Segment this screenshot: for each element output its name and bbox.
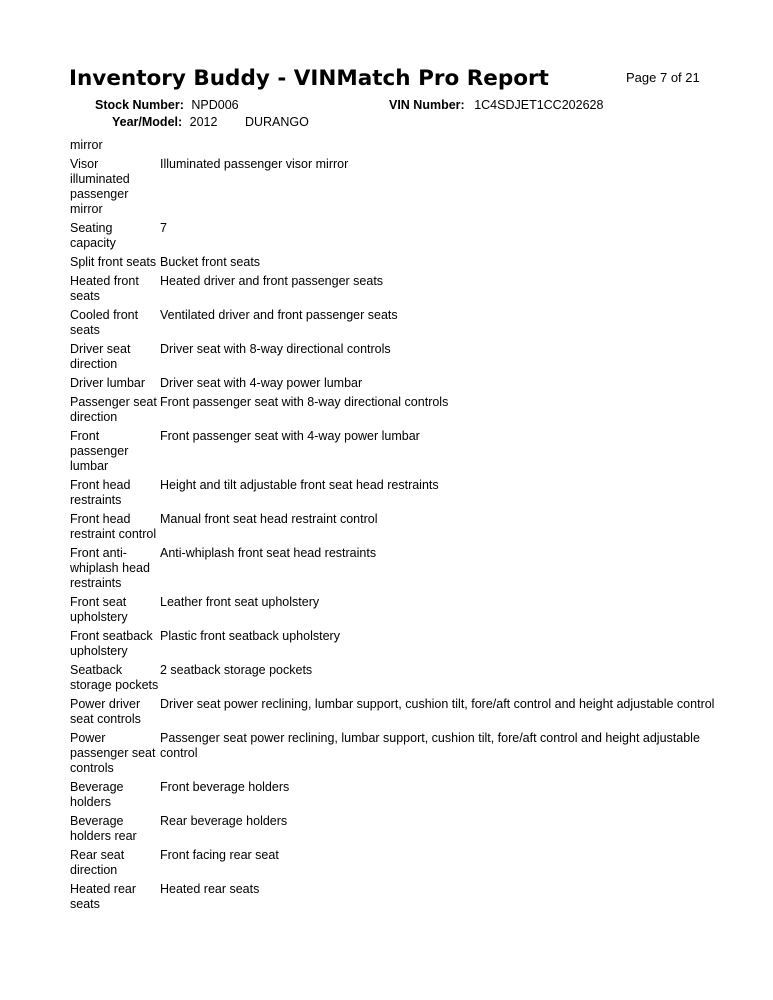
feature-name: Front head restraints [70,478,131,507]
list-item [70,629,720,659]
feature-value: Passenger seat power reclining, lumbar support, cushion tilt, fore/aft control and height adjustable control [160,731,700,760]
feature-value: 7 [160,221,167,235]
feature-value: Driver seat with 4-way power lumbar [160,376,363,390]
feature-value: Front facing rear seat [160,848,279,862]
feature-name: Heated front seats [70,274,139,303]
feature-value: Heated rear seats [160,882,260,896]
feature-name: Split front seats [70,255,157,269]
feature-value: Bucket front seats [160,255,261,269]
feature-name: Seatback storage pockets [70,663,159,692]
feature-value: Rear beverage holders [160,814,288,828]
list-item [70,429,720,474]
stock-number-field [95,99,239,112]
list-item [70,731,720,776]
list-item [70,308,720,338]
feature-name: Beverage holders rear [70,814,137,843]
feature-name: Front passenger lumbar [70,429,129,473]
feature-name: Cooled front seats [70,308,139,337]
feature-name: Driver seat direction [70,342,131,371]
feature-value: Height and tilt adjustable front seat head restraints [160,478,439,492]
list-item [70,376,720,391]
feature-name: Passenger seat direction [70,395,157,424]
feature-name: Driver lumbar [70,376,146,390]
vin-number-field [389,99,603,112]
feature-value: Illuminated passenger visor mirror [160,157,349,171]
list-item [70,780,720,810]
feature-name: Front seatback upholstery [70,629,153,658]
feature-name: Seating capacity [70,221,116,250]
vin-number-value: 1C4SDJET1CC202628 [474,98,604,112]
stock-number-value: NPD006 [191,98,239,112]
year-model-field [112,116,309,129]
list-item [70,848,720,878]
feature-value: Plastic front seatback upholstery [160,629,340,643]
list-item [70,478,720,508]
page-number: Page 7 of 21 [626,70,700,85]
list-item [70,814,720,844]
list-item [70,595,720,625]
feature-name: mirror [70,138,103,152]
feature-name: Front anti-whiplash head restraints [70,546,150,590]
list-item [70,274,720,304]
feature-value: Anti-whiplash front seat head restraints [160,546,377,560]
year-value: 2012 [189,115,218,129]
feature-value: 2 seatback storage pockets [160,663,313,677]
list-item [70,157,720,217]
feature-value: Ventilated driver and front passenger seats [160,308,398,322]
year-model-label: Year/Model: [112,115,183,129]
feature-name: Front seat upholstery [70,595,128,624]
list-item [70,342,720,372]
feature-value: Leather front seat upholstery [160,595,320,609]
list-item [70,546,720,591]
feature-name: Heated rear seats [70,882,137,911]
feature-name: Rear seat direction [70,848,125,877]
list-item [70,221,720,251]
list-item [70,395,720,425]
feature-value: Heated driver and front passenger seats [160,274,384,288]
feature-value: Manual front seat head restraint control [160,512,378,526]
feature-value: Driver seat power reclining, lumbar support, cushion tilt, fore/aft control and height adjustable control [160,697,715,711]
report-title: Inventory Buddy - VINMatch Pro Report [69,66,549,91]
list-item [70,512,720,542]
feature-name: Beverage holders [70,780,124,809]
list-item [70,663,720,693]
stock-number-label: Stock Number: [95,98,184,112]
feature-value: Driver seat with 8-way directional controls [160,342,391,356]
feature-name: Visor illuminated passenger mirror [70,157,130,216]
feature-value: Front passenger seat with 4-way power lumbar [160,429,420,443]
feature-list [70,138,720,916]
feature-name: Front head restraint control [70,512,157,541]
feature-value: Front beverage holders [160,780,290,794]
list-item [70,697,720,727]
feature-name: Power passenger seat controls [70,731,156,775]
model-value: DURANGO [244,115,309,129]
feature-value: Front passenger seat with 8-way directional controls [160,395,449,409]
list-item [70,138,720,153]
list-item [70,255,720,270]
list-item [70,882,720,912]
vin-number-label: VIN Number: [389,98,465,112]
feature-name: Power driver seat controls [70,697,141,726]
